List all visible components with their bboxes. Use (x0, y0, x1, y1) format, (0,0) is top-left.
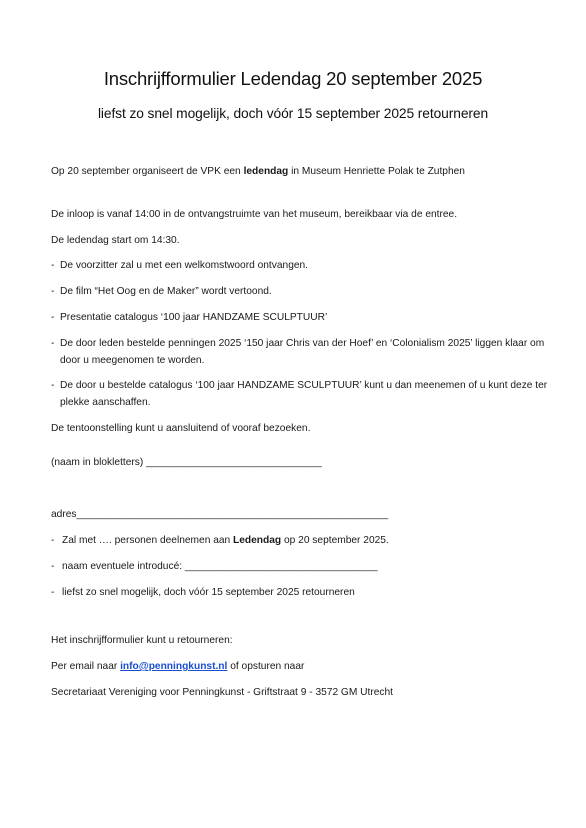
participants-before: Zal met …. personen deelnemen aan (62, 535, 234, 546)
bullet-dash: - (51, 338, 55, 349)
program-item-text: De door leden bestelde penningen 2025 ‘150 jaar Chris van der Hoef’ en ‘Colonialism 2025’ liggen klaar om door u meegenomen te worden. (60, 338, 545, 366)
reminder-text: liefst zo snel mogelijk, doch vóór 15 september 2025 retourneren (62, 587, 355, 598)
introduce-field-line[interactable]: __________________________________ (184, 561, 378, 572)
program-item-text: De door u bestelde catalogus ‘100 jaar HANDZAME SCULPTUUR’ kunt u dan meenemen of u kunt deze ter plekke aanschaffen. (60, 380, 548, 408)
document-subtitle: liefst zo snel mogelijk, doch vóór 15 september 2025 retourneren (97, 106, 489, 121)
bullet-dash: - (51, 260, 55, 271)
participants-bold: Ledendag (233, 535, 282, 546)
name-field-line[interactable]: _______________________________ (146, 457, 322, 468)
bullet-dash: - (51, 561, 55, 572)
intro-paragraph (51, 165, 465, 179)
name-field-label: (naam in blokletters) (51, 457, 144, 468)
intro-text-before: Op 20 september organiseert de VPK een (51, 166, 244, 177)
address-field-row (51, 508, 388, 522)
bullet-dash: - (51, 312, 55, 323)
document-title: Inschrijfformulier Ledendag 20 september 2025 (103, 68, 483, 89)
email-paragraph (51, 660, 304, 674)
email-before: Per email naar (51, 661, 121, 672)
intro-bold: ledendag (243, 166, 289, 177)
bullet-dash: - (51, 587, 55, 598)
bullet-dash: - (51, 535, 55, 546)
address-field-label: adres (51, 509, 77, 520)
bullet-dash: - (51, 286, 55, 297)
participants-text (62, 532, 552, 549)
address-field-line[interactable]: _______________________________________________________ (76, 509, 389, 520)
intro-text-after: in Museum Henriette Polak te Zutphen (288, 166, 465, 177)
introduce-text (62, 558, 552, 575)
start-paragraph: De ledendag start om 14:30. (51, 235, 180, 246)
inloop-paragraph: De inloop is vanaf 14:00 in de ontvangstruimte van het museum, bereikbaar via de entree. (51, 209, 458, 220)
introduce-label: naam eventuele introducé: (62, 561, 183, 572)
exhibition-paragraph: De tentoonstelling kunt u aansluitend of vooraf bezoeken. (51, 423, 311, 434)
postal-address: Secretariaat Vereniging voor Penningkunst - Griftstraat 9 - 3572 GM Utrecht (51, 687, 394, 698)
email-after: of opsturen naar (227, 661, 305, 672)
name-field-row (51, 456, 322, 470)
program-item-text: De voorzitter zal u met een welkomstwoord ontvangen. (60, 260, 309, 271)
bullet-dash: - (51, 380, 55, 391)
email-link[interactable]: info@penningkunst.nl (120, 661, 228, 672)
return-heading: Het inschrijfformulier kunt u retourneren: (51, 635, 233, 646)
program-item-text: Presentatie catalogus ‘100 jaar HANDZAME SCULPTUUR’ (60, 312, 328, 323)
participants-after: op 20 september 2025. (281, 535, 389, 546)
program-item-text: De film “Het Oog en de Maker” wordt vertoond. (60, 286, 272, 297)
